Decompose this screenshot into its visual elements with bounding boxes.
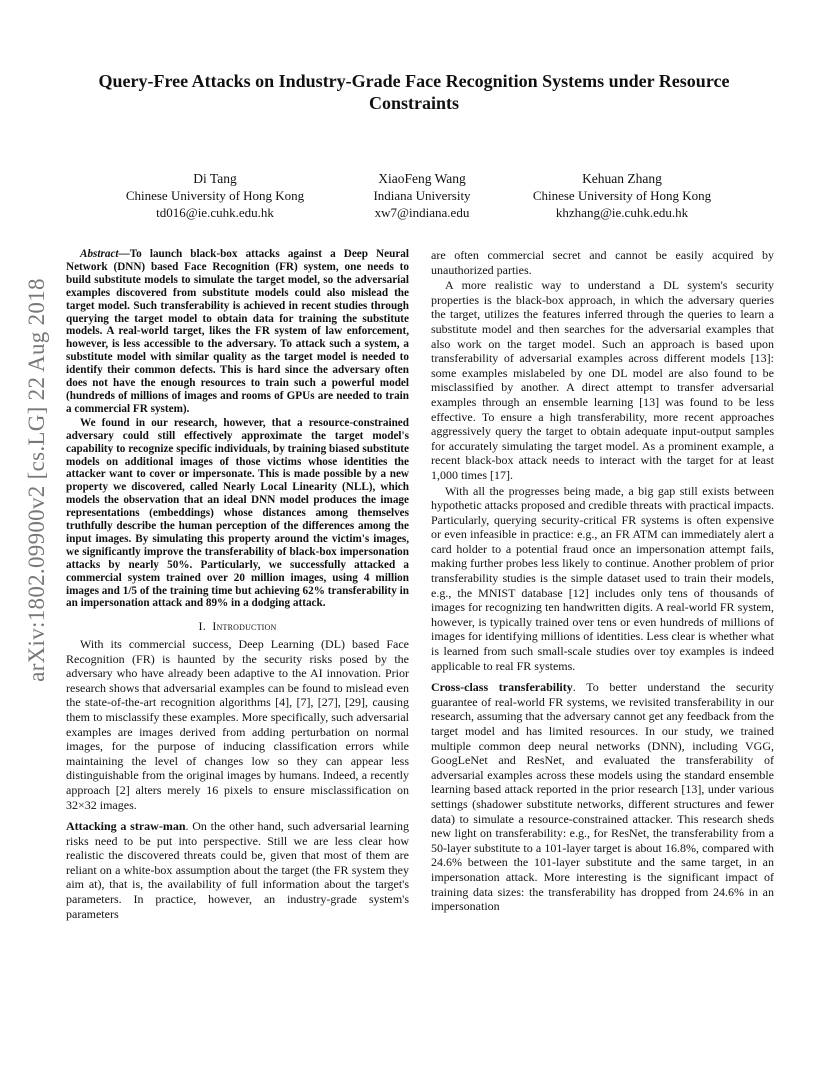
intro-paragraph-5: With all the progresses being made, a big gap still exists between hypothetic attacks proposed and credible threats with practical impacts. Particularly, querying security-critical FR systems is often expensive or even infeasible in practice: e.g., an FR ATM can immediately alert a card holder to a potential fraud once an impersonation attempt fails, making further probes less likely to continue. Another problem of prior transferability studies is the simple dataset used to train their models, e.g., the MNIST database [12] includes only tens of thousands of images for recognizing ten handwritten digits. A real-world FR system, however, is typically trained over tens or even hundreds of millions of images for identifying millions of identities. Less clear is whether what is learned from such small-scale studies over toy examples is indeed applicable to real FR systems.	[431, 483, 774, 673]
paragraph-heading-straw-man: Attacking a straw-man	[66, 819, 186, 834]
intro-paragraph-6	[431, 680, 774, 914]
intro-paragraph-3: are often commercial secret and cannot be easily acquired by unauthorized parties.	[431, 248, 774, 277]
abstract-paragraph-1: Abstract—To launch black-box attacks against a Deep Neural Network (DNN) based Face Recognition (FR) system, one needs to build substitute models to simulate the target model, so the adversarial examples discovered from substitute models could also mislead the target model. Such transferability is achieved in recent studies through querying the target model to obtain data for training the substitute models. A real-world target, likes the FR system of law enforcement, however, is less accessible to the adversary. To attack such a system, a substitute model with similar quality as the target model is needed to identify their common defects. This is hard since the adversary often does not have the enough resources to train such a powerful model (hundreds of millions of images and rooms of GPUs are needed to train a commercial FR system).	[66, 248, 409, 415]
abstract-paragraph-2: We found in our research, however, that a resource-constrained adversary could still effectively approximate the target model's capability to recognize specific individuals, by training biased substitute models on additional images of those victims whose identities the attacker want to cover or impersonate. This is made possible by a new property we discovered, called Nearly Local Linearity (NLL), which models the observation that an ideal DNN model produces the image representations (embeddings) whose distances among themselves truthfully describe the human perception of the differences among the input images. By simulating this property around the victim's images, we significantly improve the transferability of black-box impersonation attacks by nearly 50%. Particularly, we successfully attacked a commercial system trained over 20 million images, using 4 million images and 1/5 of the training time but achieving 62% transferability in an impersonation attack and 89% in a dodging attack.	[66, 416, 409, 610]
intro-paragraph-4: A more realistic way to understand a DL system's security properties is the black-box approach, in which the adversary queries the target, utilizes the features inferred through the queries to learn a substitute model and then searches for the adversarial examples that also work on the target model. Such an approach is based upon transferability of adversarial examples across different models [13]: some examples mislabeled by one DL model are also found to be misclassified by another. A direct attempt to transfer adversarial examples through an ensemble learning [13] was found to be less effective. To ensure a high transferability, more recent approaches aggressively query the target to obtain adequate input-output samples for accurately simulating the target model. As a prominent example, a recent black-box attack needs to interact with the target for at least 1,000 times [17].	[431, 278, 774, 482]
author-affiliation: Indiana University	[373, 188, 471, 203]
section-title: Introduction	[212, 619, 277, 634]
right-column	[431, 248, 774, 914]
intro-paragraph-2-text: . On the other hand, such adversarial learning risks need to be put into perspective. Still we are less clear how realistic the discovered threats could be, given that most of them are reliant on a white-box assumption about the target (the FR system they aim at), that is, the availability of full information about the target's parameters. In practice, however, an industry-grade system's parameters	[66, 819, 409, 921]
author-email: td016@ie.cuhk.edu.hk	[156, 205, 274, 220]
author-3	[516, 170, 728, 221]
intro-paragraph-6-text: . To better understand the security guarantee of real-world FR systems, we revisited transferability in our research, assuming that the adversary cannot get any feedback from the target model and has limited resources. In our study, we trained multiple common deep neural networks (DNN), including VGG, GoogLeNet and ResNet, and evaluated the transferability of adversarial examples across these models using the standard ensemble learning based attack reported in the prior research [13], under various settings (shadower substitute networks, different structures and fewer data) to simulate a resource-constrained attacker. This research sheds new light on transferability: e.g., for ResNet, the transferability from a 50-layer substitute to a 101-layer target is about 16.8%, compared with 24.6% between the 101-layer substitute and the same target, in an impersonation attack. More interesting is the significant impact of training data sizes: the transferability has dropped from 24.6% in an impersonation	[431, 680, 774, 914]
author-email: khzhang@ie.cuhk.edu.hk	[555, 205, 689, 220]
intro-paragraph-1: With its commercial success, Deep Learning (DL) based Face Recognition (FR) is haunted by the security risks posed by the adversary who have already been adaptive to the AI innovation. Prior research shows that adversarial examples can be found to mislead even the state-of-the-art recognition algorithms [4], [7], [27], [29], causing them to misclassify these examples. More specifically, such adversarial examples are images derived from adding perturbation on normal images, for the purpose of inducing classification errors while maintaining the level of changes low so they can appear less distinguishable from the original images by humans. Indeed, a recently approach [2] alters merely 16 pixels to ensure misclassification on 32×32 images.	[66, 636, 409, 812]
arxiv-identifier	[20, 280, 54, 680]
abstract-label: Abstract	[80, 248, 119, 260]
author-2	[346, 170, 498, 221]
section-number: I.	[198, 619, 206, 634]
author-block	[0, 170, 828, 230]
author-name: Di Tang	[193, 171, 237, 186]
author-affiliation: Chinese University of Hong Kong	[125, 188, 305, 203]
left-column	[66, 248, 409, 921]
abstract	[66, 248, 409, 610]
paragraph-heading-cross-class: Cross-class transferability	[431, 680, 573, 695]
author-name: Kehuan Zhang	[582, 171, 662, 186]
author-affiliation: Chinese University of Hong Kong	[532, 188, 712, 203]
intro-paragraph-2	[66, 819, 409, 921]
author-name: XiaoFeng Wang	[378, 171, 466, 186]
paper-title: Query-Free Attacks on Industry-Grade Face Recognition Systems under Resource Constraints	[98, 71, 730, 113]
author-1	[110, 170, 320, 221]
section-heading-introduction	[66, 619, 409, 634]
abstract-text-1: To launch black-box attacks against a Deep Neural Network (DNN) based Face Recognition (FR) system, one needs to build substitute models to simulate the target model, so the adversarial examples discovered from substitute models could also mislead the target model. Such transferability is achieved in recent studies through querying the target model to obtain data for training the substitute models. A real-world target, likes the FR system of law enforcement, however, is less accessible to the adversary. To attack such a system, a substitute model with similar quality as the target model is needed to identify their common defects. This is hard since the adversary often does not have the enough resources to train such a powerful model (hundreds of millions of images and rooms of GPUs are needed to train a commercial FR system).	[66, 248, 409, 415]
arxiv-id-text: arXiv:1802.09900v2 [cs.LG] 22 Aug 2018	[24, 278, 49, 682]
author-email: xw7@indiana.edu	[374, 205, 470, 220]
